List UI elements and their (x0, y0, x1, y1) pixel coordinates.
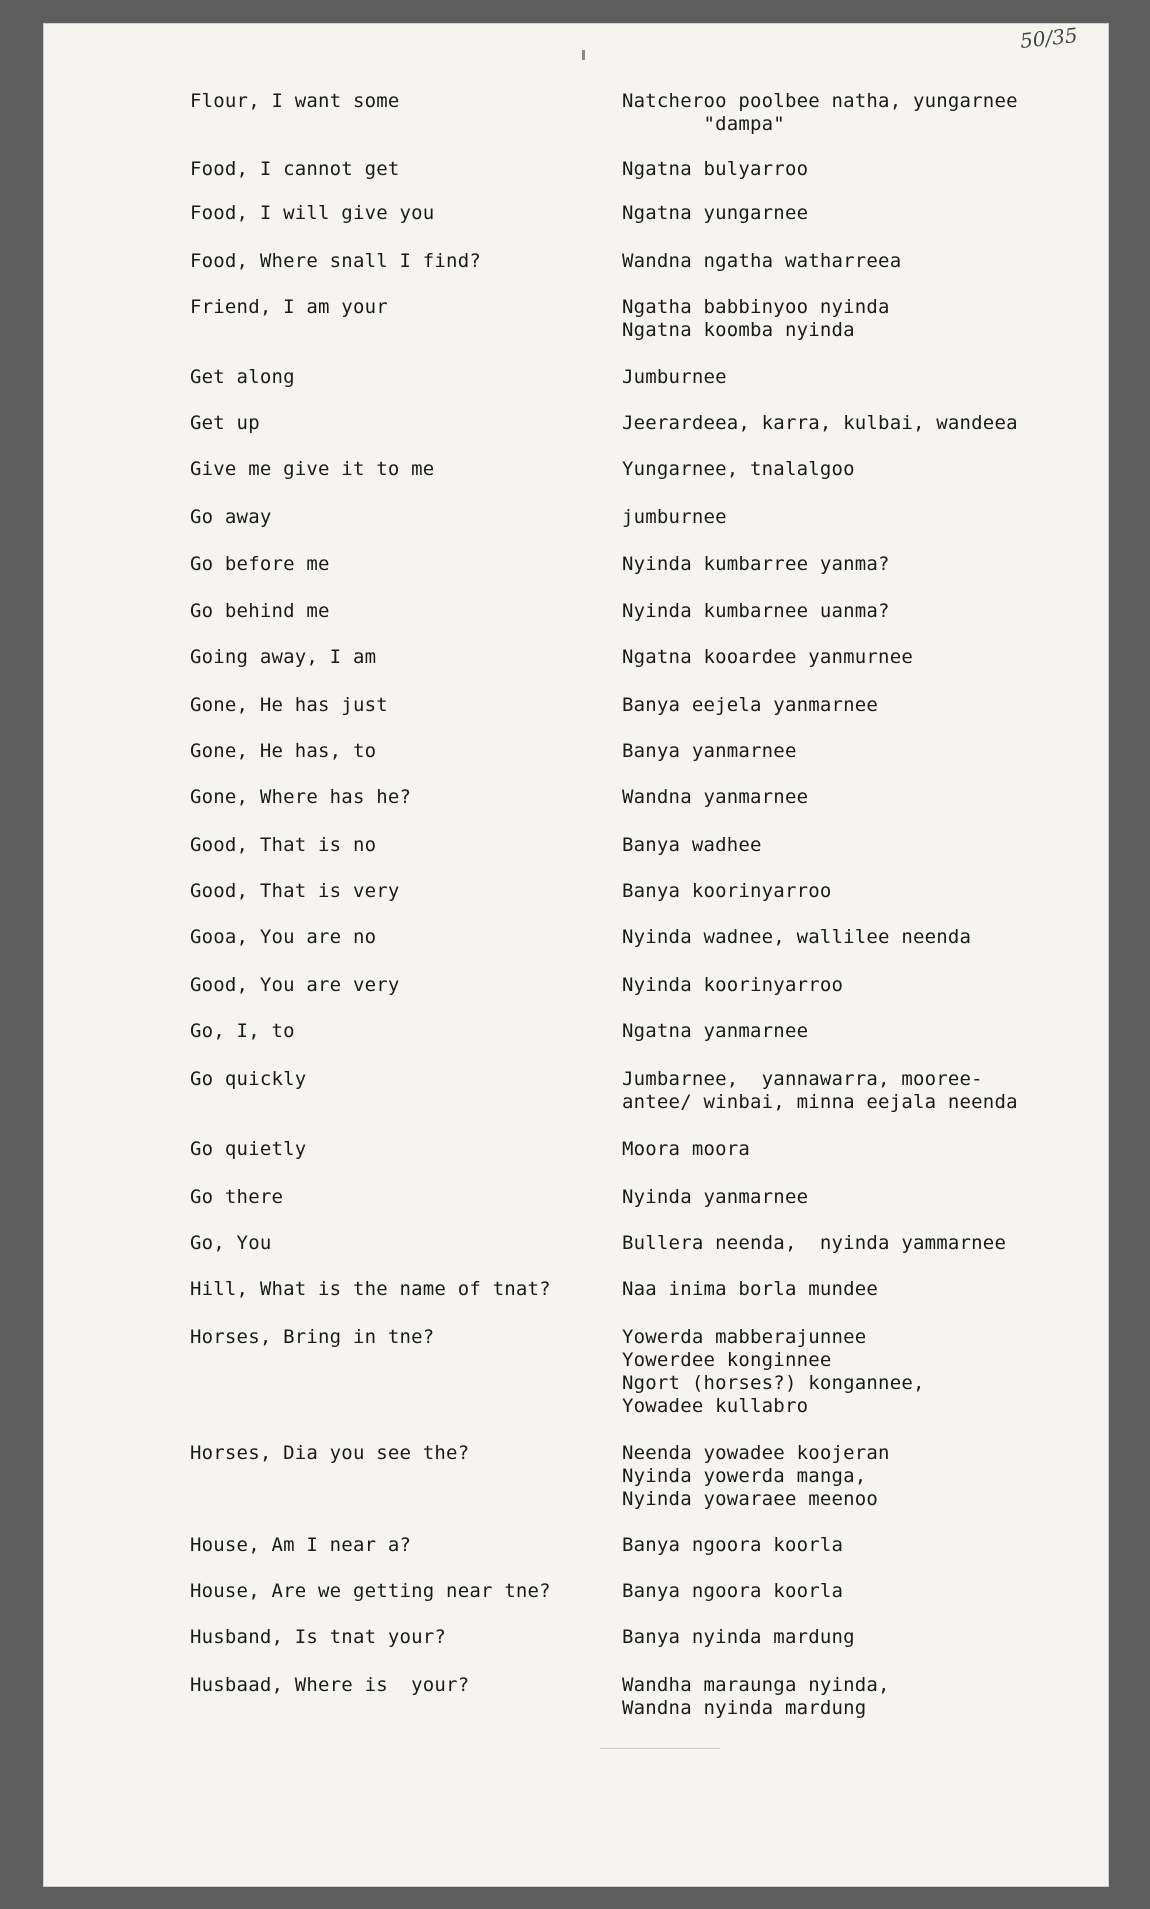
aboriginal-translation: Ngatna bulyarroo (622, 158, 809, 180)
english-phrase: Friend, I am your (190, 296, 388, 318)
english-phrase: Gone, He has, to (190, 740, 377, 762)
aboriginal-translation: Wandna ngatha watharreea (622, 250, 902, 272)
aboriginal-translation: Ngatha babbinyoo nyinda Ngatna koomba nyinda (622, 296, 890, 341)
aboriginal-translation: Naa inima borla mundee (622, 1278, 879, 1300)
aboriginal-translation: Wandna yanmarnee (622, 786, 809, 808)
english-phrase: Get along (190, 366, 295, 388)
english-phrase: Gone, He has just (190, 694, 388, 716)
aboriginal-translation: Jumbarnee, yannawarra, mooree- antee/ winbai, minna eejala neenda (622, 1068, 1018, 1113)
english-phrase: Good, That is very (190, 880, 400, 902)
english-phrase: Gooa, You are no (190, 926, 377, 948)
aboriginal-translation: Nyinda koorinyarroo (622, 974, 844, 996)
english-phrase: Husbaad, Where is your? (190, 1674, 470, 1696)
english-phrase: Good, That is no (190, 834, 377, 856)
english-phrase: Husband, Is tnat your? (190, 1626, 447, 1648)
english-phrase: Hill, What is the name of tnat? (190, 1278, 551, 1300)
english-phrase: Go, You (190, 1232, 272, 1254)
aboriginal-translation: Banya wadhee (622, 834, 762, 856)
english-phrase: Go quickly (190, 1068, 307, 1090)
aboriginal-translation: Banya eejela yanmarnee (622, 694, 879, 716)
english-phrase: Go before me (190, 553, 330, 575)
english-phrase: Flour, I want some (190, 90, 400, 112)
aboriginal-translation: Bullera neenda, nyinda yammarnee (622, 1232, 1007, 1254)
english-phrase: Food, I will give you (190, 202, 435, 224)
aboriginal-translation: Nyinda kumbarree yanma? (622, 553, 890, 575)
english-phrase: Going away, I am (190, 646, 377, 668)
aboriginal-translation: Jumburnee (622, 366, 727, 388)
aboriginal-translation: Ngatna yungarnee (622, 202, 809, 224)
english-phrase: Go, I, to (190, 1020, 295, 1042)
english-phrase: Go quietly (190, 1138, 307, 1160)
english-phrase: Horses, Bring in tne? (190, 1326, 435, 1348)
aboriginal-translation: Neenda yowadee koojeran Nyinda yowerda manga, Nyinda yowaraee meenoo (622, 1442, 890, 1510)
english-phrase: Get up (190, 412, 260, 434)
english-phrase: Good, You are very (190, 974, 400, 996)
aboriginal-translation: Moora moora (622, 1138, 751, 1160)
aboriginal-translation: jumburnee (622, 506, 727, 528)
aboriginal-translation: Ngatna yanmarnee (622, 1020, 809, 1042)
english-phrase: House, Am I near a? (190, 1534, 412, 1556)
english-phrase: Go there (190, 1186, 284, 1208)
aboriginal-translation: Wandha maraunga nyinda, Wandna nyinda mardung (622, 1674, 890, 1719)
aboriginal-translation: Nyinda wadnee, wallilee neenda (622, 926, 972, 948)
aboriginal-translation: Jeerardeea, karra, kulbai, wandeea (622, 412, 1018, 434)
aboriginal-translation: Ngatna kooardee yanmurnee (622, 646, 913, 668)
english-phrase: Give me give it to me (190, 458, 435, 480)
english-phrase: Horses, Dia you see the? (190, 1442, 470, 1464)
aboriginal-translation: Banya ngoora koorla (622, 1580, 844, 1602)
english-phrase: Go away (190, 506, 272, 528)
page-number: 50/35 (1018, 23, 1079, 53)
aboriginal-translation: Banya ngoora koorla (622, 1534, 844, 1556)
aboriginal-translation: Banya nyinda mardung (622, 1626, 855, 1648)
aboriginal-translation: Yowerda mabberajunnee Yowerdee konginnee Ngort (horses?) kongannee, Yowadee kullabro (622, 1326, 925, 1417)
aboriginal-translation: Yungarnee, tnalalgoo (622, 458, 855, 480)
english-phrase: Food, I cannot get (190, 158, 400, 180)
aboriginal-translation: Banya koorinyarroo (622, 880, 832, 902)
aboriginal-translation: Banya yanmarnee (622, 740, 797, 762)
english-phrase: House, Are we getting near tne? (190, 1580, 551, 1602)
english-phrase: Gone, Where has he? (190, 786, 412, 808)
aboriginal-translation: Nyinda kumbarnee uanma? (622, 600, 890, 622)
aboriginal-translation: Natcheroo poolbee natha, yungarnee "dampa" (622, 90, 1018, 135)
english-phrase: Food, Where snall I find? (190, 250, 481, 272)
aboriginal-translation: Nyinda yanmarnee (622, 1186, 809, 1208)
english-phrase: Go behind me (190, 600, 330, 622)
